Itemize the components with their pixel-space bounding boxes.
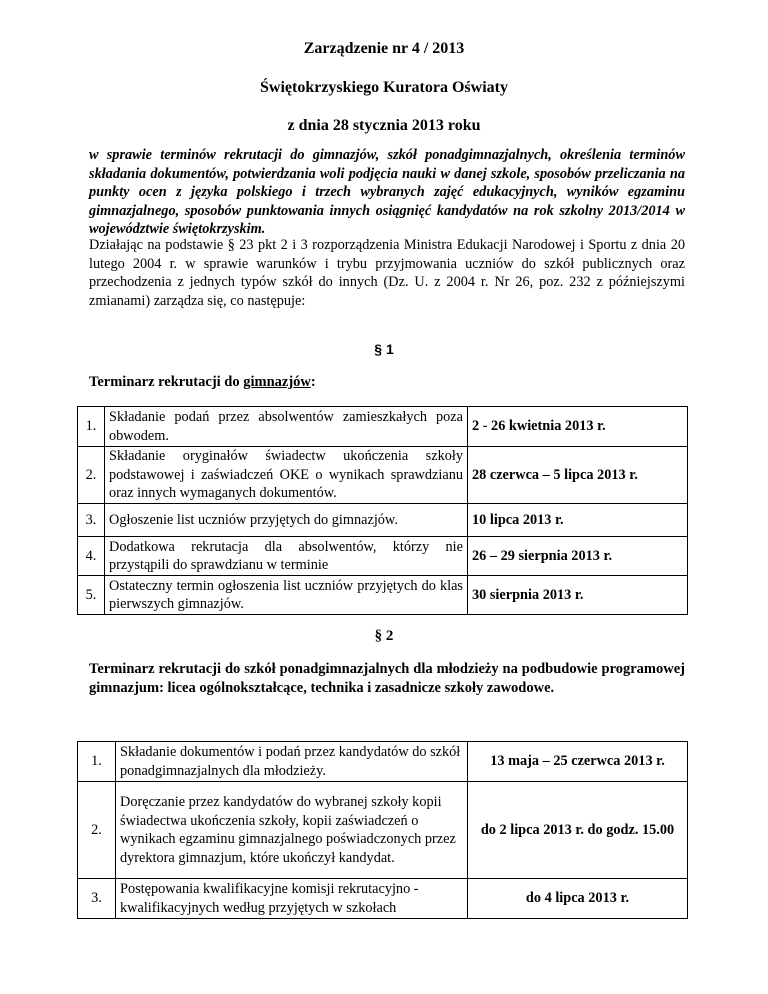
row-number: 5. (78, 576, 105, 615)
row-number: 4. (78, 537, 105, 576)
row-number: 1. (78, 407, 105, 447)
section-2-heading: Terminarz rekrutacji do szkół ponadgimnazjalnych dla młodzieży na podbudowie programowej gimnazjum: licea ogólnokształcące, technika i zasadnicze szkoły zawodowe. (89, 661, 685, 696)
table-row (78, 742, 688, 782)
subject-paragraph: w sprawie terminów rekrutacji do gimnazjów, szkół ponadgimnazjalnych, określenia terminów składania dokumentów, potwierdzania woli podjęcia nauki w danej szkole, sposobów przeliczania na punkty ocen z języka polskiego i trzech wybranych zajęć edukacyjnych, wyników egzaminu gimnazjalnego, sposobów punktowania innych osiągnięć kandydatów na rok szkolny 2013/2014 w województwie świętokrzyskim. (89, 147, 685, 237)
row-date: do 2 lipca 2013 r. do godz. 15.00 (468, 782, 688, 879)
row-description: Postępowania kwalifikacyjne komisji rekrutacyjno - kwalifikacyjnych według przyjętych w szkołach (116, 879, 468, 919)
gymnasium-schedule-table (77, 406, 688, 615)
table-row (78, 782, 688, 879)
table-row (78, 447, 688, 504)
table-row (78, 576, 688, 615)
row-date: 28 czerwca – 5 lipca 2013 r. (468, 447, 688, 504)
row-date: 10 lipca 2013 r. (468, 504, 688, 537)
row-date: do 4 lipca 2013 r. (468, 879, 688, 919)
section-2-sign: § 2 (374, 628, 394, 644)
table-row (78, 537, 688, 576)
intro-paragraph: Działając na podstawie § 23 pkt 2 i 3 rozporządzenia Ministra Edukacji Narodowej i Sportu z dnia 20 lutego 2004 r. w sprawie warunków i trybu przyjmowania uczniów do szkół publicznych oraz przechodzenia z jednych typów szkół do innych (Dz. U. z 2004 r. Nr 26, poz. 232 z późniejszymi zmianami) zarządza się, co następuje: (89, 237, 685, 309)
section-1-heading-suffix: : (310, 374, 316, 390)
table-row (78, 407, 688, 447)
date-line: z dnia 28 stycznia 2013 roku (287, 117, 481, 134)
row-date: 26 – 29 sierpnia 2013 r. (468, 537, 688, 576)
row-number: 2. (78, 782, 116, 879)
section-1-heading-underlined: gimnazjów (243, 374, 311, 390)
row-number: 3. (78, 879, 116, 919)
row-number: 3. (78, 504, 105, 537)
row-number: 2. (78, 447, 105, 504)
secondary-school-schedule-table (77, 741, 688, 919)
section-1-heading-prefix: Terminarz rekrutacji do (89, 374, 244, 390)
row-date: 30 sierpnia 2013 r. (468, 576, 688, 615)
row-description: Doręczanie przez kandydatów do wybranej szkoły kopii świadectwa ukończenia szkoły, kopii zaświadczeń o wynikach egzaminu gimnazjalnego poświadczonych przez dyrektora gimnazjum, które ukończył kandydat. (116, 782, 468, 879)
issuer-line: Świętokrzyskiego Kuratora Oświaty (260, 79, 508, 96)
row-description: Ogłoszenie list uczniów przyjętych do gimnazjów. (105, 504, 468, 537)
row-date: 2 - 26 kwietnia 2013 r. (468, 407, 688, 447)
row-description: Składanie oryginałów świadectw ukończenia szkoły podstawowej i zaświadczeń OKE o wynikach sprawdzianu oraz innych wymaganych dokumentów. (105, 447, 468, 504)
row-date: 13 maja – 25 czerwca 2013 r. (468, 742, 688, 782)
row-description: Ostateczny termin ogłoszenia list uczniów przyjętych do klas pierwszych gimnazjów. (105, 576, 468, 615)
table-row (78, 504, 688, 537)
row-description: Składanie podań przez absolwentów zamieszkałych poza obwodem. (105, 407, 468, 447)
section-1-sign: § 1 (374, 341, 394, 357)
section-1-heading (89, 373, 685, 392)
row-description: Składanie dokumentów i podań przez kandydatów do szkół ponadgimnazjalnych dla młodzieży. (116, 742, 468, 782)
document-title: Zarządzenie nr 4 / 2013 (303, 40, 465, 57)
row-number: 1. (78, 742, 116, 782)
table-row (78, 879, 688, 919)
row-description: Dodatkowa rekrutacja dla absolwentów, którzy nie przystąpili do sprawdzianu w terminie (105, 537, 468, 576)
